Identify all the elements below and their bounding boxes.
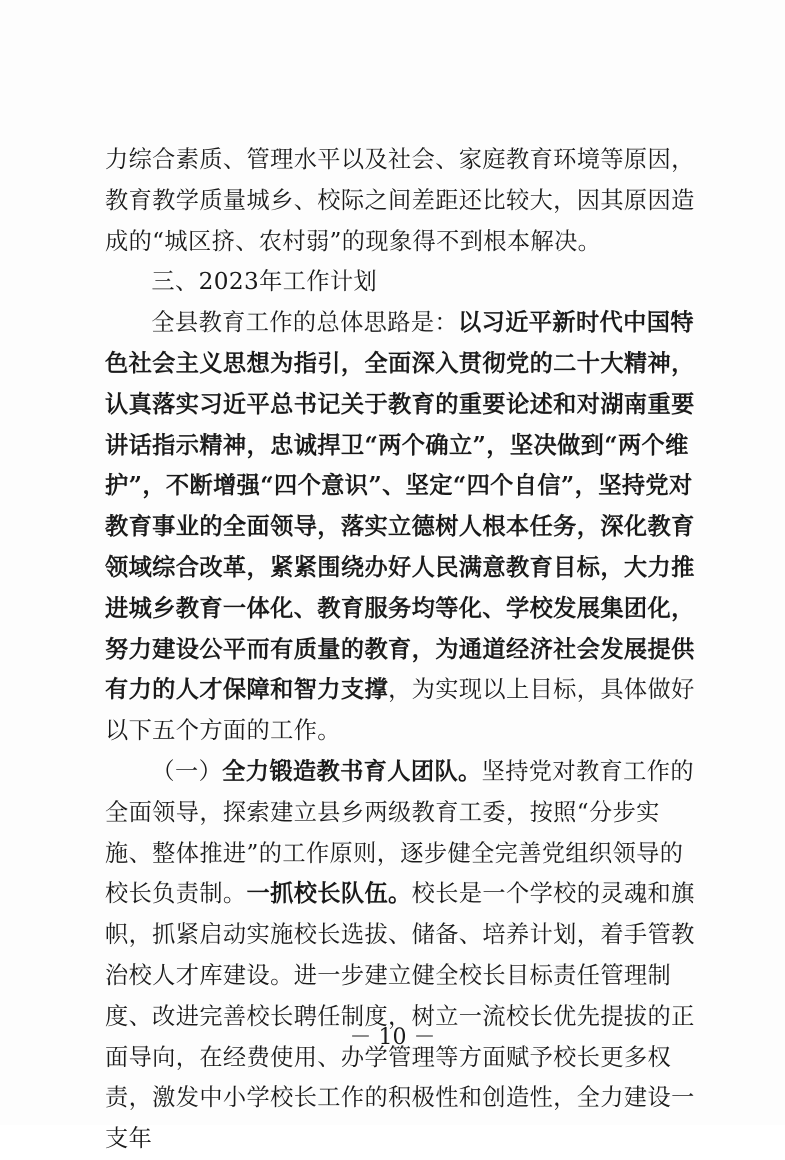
paragraph <box>105 140 695 262</box>
text-run: 全县教育工作的总体思路是： <box>151 309 459 337</box>
bold-text-run: 一抓校长队伍。 <box>246 880 412 908</box>
text-run: 三、2023年工作计划 <box>151 268 378 296</box>
text-run: 校长是一个学校的灵魂和旗帜，抓紧启动实施校长选拔、储备、培养计划，着手管教治校人才库建设。进一步建立健全校长目标责任管理制度、改进完善校长聘任制度，树立一流校长优先提拔的正面导向，在经费使用、办学管理等方面赋予校长更多权责，激发中小学校长工作的积极性和创造性，全力建设一支年 <box>105 880 695 1153</box>
page-number: － 10 － <box>349 1025 436 1050</box>
document-body <box>105 140 695 1160</box>
text-run: ，为实现以上目标，具体做好以下五个方面的工作。 <box>105 676 695 745</box>
paragraph <box>105 752 695 1160</box>
bold-text-run: 全力锻造教书育人团队。 <box>222 757 482 785</box>
text-run: （一） <box>151 757 223 785</box>
text-run: 坚持党对教育工作的全面领导，探索建立县乡两级教育工委，按照“分步实施、整体推进”的工作原则，逐步健全完善党组织领导的校长负责制。 <box>105 757 694 908</box>
paragraph <box>105 303 695 752</box>
text-run: 力综合素质、管理水平以及社会、家庭教育环境等原因，教育教学质量城乡、校际之间差距还比较大，因其原因造成的“城区挤、农村弱”的现象得不到根本解决。 <box>105 146 695 255</box>
bold-text-run: 以习近平新时代中国特色社会主义思想为指引，全面深入贯彻党的二十大精神，认真落实习近平总书记关于教育的重要论述和对湖南重要讲话指示精神，忠诚捍卫“两个确立”，坚决做到“两个维护”，不断增强“四个意识”、坚定“四个自信”，坚持党对教育事业的全面领导，落实立德树人根本任务，深化教育领域综合改革，紧紧围绕办好人民满意教育目标，大力推进城乡教育一体化、教育服务均等化、学校发展集团化，努力建设公平而有质量的教育，为通道经济社会发展提供有力的人才保障和智力支撑 <box>105 309 695 704</box>
paragraph <box>105 262 695 303</box>
